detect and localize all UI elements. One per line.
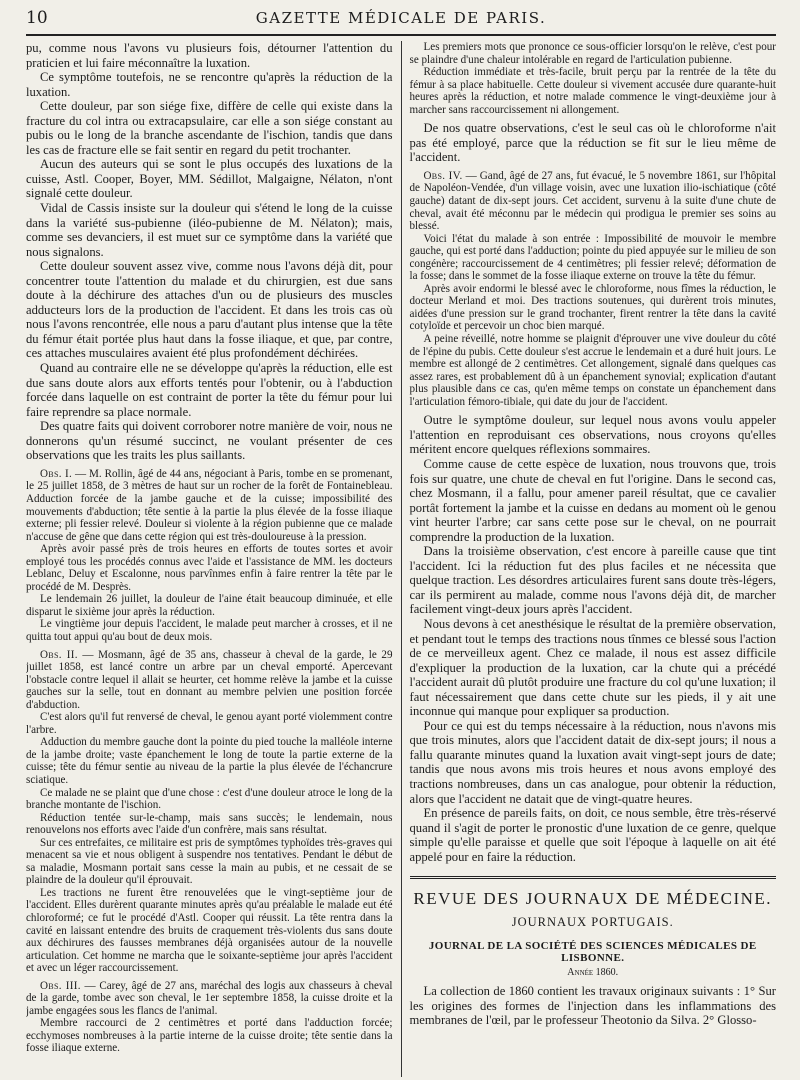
paragraph: Ce malade ne se plaint que d'une chose : c'est d'une douleur atroce le long de la branche montante de l'ischion. (26, 786, 393, 812)
page-number: 10 (26, 8, 48, 28)
observation-label: Obs. IV. (423, 169, 463, 182)
observation-1-paragraph (26, 468, 393, 543)
paragraph: Dans la troisième observation, c'est encore à pareille cause que tint l'accident. Ici la réduction fut des plus faciles et ne nécessita que quelque traction. Les désordres articulaires furent sans doute très-légers, car ils permirent au malade, comme nous l'avons déjà dit, de marcher facilement vingt-deux jours après l'accident. (409, 544, 776, 617)
paragraph: Cette douleur, par son siége fixe, diffère de celle qui existe dans la fracture du col intra ou extracapsulaire, car elle a son siége constant au pubis ou le long de la branche ascendante de l'ischion, tandis que dans les cas de fracture elle se fait sentir en regard du petit trochanter. (26, 99, 393, 157)
journal-name: JOURNAL DE LA SOCIÉTÉ DES SCIENCES MÉDICALES DE LISBONNE. (428, 940, 757, 965)
right-column (401, 41, 777, 1077)
section-title: REVUE DES JOURNAUX DE MÉDECINE. (413, 889, 773, 909)
paragraph: Après avoir endormi le blessé avec le chloroforme, nous fîmes la réduction, le docteur Merland et moi. Des tractions soutenues, qui durèrent trois minutes, aidées d'une pression sur le grand trochanter, firent rentrer la tête dans la cavité cotyloïde et percevoir un choc bien marqué. (409, 282, 776, 333)
paragraph: La collection de 1860 contient les travaux originaux suivants : 1° Sur les origines des formes de l'injection dans les inflammations des membranes de l'œil, par le professeur Theotonio da Silva. 2° Glosso- (409, 984, 776, 1028)
paragraph: Sur ces entrefaites, ce militaire est pris de symptômes typhoïdes très-graves qui menacent sa vie et nous obligent à suspendre nos tentatives. Pendant le début de sa maladie, Mosmann portait sans cesse la main au pubis, et ne cessait de se plaindre de la douleur qu'il éprouvait. (26, 836, 393, 887)
paragraph: Pour ce qui est du temps nécessaire à la réduction, nous n'avons mis que trois minutes, alors que l'accident datait de dix-sept jours; il nous a fallu quarante minutes quand la luxation avait vingt-sept jours de date; tandis que nous avons mis trois heures et nous avons employé des tractions nombreuses, dans un cas analogue, pour obtenir la réduction, alors que l'accident ne datait que de vingt-quatre heures. (409, 718, 776, 806)
paragraph: Ce symptôme toutefois, ne se rencontre qu'après la réduction de la luxation. (26, 70, 393, 99)
paragraph: Quand au contraire elle ne se développe qu'après la réduction, elle est due sans doute alors aux efforts tentés pour l'obtenir, ou à l'abduction forcée dans laquelle on est contraint de porter la tête du fémur pour lui faire reprendre sa place normale. (26, 361, 393, 419)
paragraph: Outre le symptôme douleur, sur lequel nous avons voulu appeler l'attention en reproduisant ces observations, nous croyons qu'elles méritent encore quelques réflexions sommaires. (409, 413, 776, 457)
observation-4-paragraph (410, 170, 777, 233)
paragraph: Les premiers mots que prononce ce sous-officier lorsqu'on le relève, c'est pour se plaindre d'une chaleur intolérable en regard de l'articulation pubienne. (409, 41, 776, 66)
observation-text: — Carey, âgé de 27 ans, maréchal des logis aux chasseurs à cheval de la garde, tombe avec son cheval, le 1er septembre 1858, la cuisse droite et la jambe engagées sous les flancs de l'animal. (26, 979, 393, 1017)
paragraph: Comme cause de cette espèce de luxation, nous trouvons que, trois fois sur quatre, une chute de cheval en fut l'origine. Dans le second cas, chez Mosmann, il a fallu, pour amener pareil résultat, que ce cavalier portât fortement la jambe et la cuisse en dedans au moment où le genou vint heurter l'arbre; car sans cette pose sur le cheval, on ne pourrait comprendre la production de la luxation. (409, 456, 776, 544)
section-subtitle: JOURNAUX PORTUGAIS. (511, 915, 674, 930)
section-divider (410, 876, 777, 879)
paragraph: De nos quatre observations, c'est le seul cas où le chloroforme n'ait pas été employé, parce que la réduction se fit sur le lieu même de l'accident. (409, 121, 776, 165)
paragraph: A peine réveillé, notre homme se plaignit d'éprouver une vive douleur du côté de l'épine du pubis. Cette douleur s'est accrue le lendemain et a duré huit jours. Le membre est allongé de 2 centimètres. Cet allongement, signalé dans quelques cas assez rares, est probablement dû à un épanchement synovial; explication d'autant plus plausible dans ce cas, qu'en même temps on constate un épanchement dans l'articulation fémoro-tibiale, qui date du jour de l'accident. (409, 333, 776, 408)
observation-text: — Mosmann, âgé de 35 ans, chasseur à cheval de la garde, le 29 juillet 1858, est lancé contre un arbre par un cheval emporté. Apercevant l'obstacle contre lequel il allait se heurter, cet homme relève la jambe et la cuisse gauches sur la selle, tout en donnant au membre pelvien une position forcée d'abduction. (26, 648, 393, 711)
paragraph: Voici l'état du malade à son entrée : Impossibilité de mouvoir le membre gauche, qui est porté dans l'adduction; pointe du pied appuyée sur le milieu de son congénère; raccourcissement de 4 centimètres; pli fessier relevé; déformation de la fosse; dans le sommet de la fosse iliaque externe on trouve la tête du fémur. (409, 232, 776, 283)
paragraph: Le vingtième jour depuis l'accident, le malade peut marcher à crosses, et il ne quitta tout appui qu'au bout de deux mois. (26, 618, 393, 643)
journal-title: GAZETTE MÉDICALE DE PARIS. (255, 9, 547, 27)
observation-2-paragraph (26, 649, 393, 712)
journal-year: Année 1860. (567, 967, 619, 979)
observation-3-paragraph (26, 980, 393, 1018)
observation-label: Obs. III. (40, 979, 81, 992)
paragraph: Les tractions ne furent être renouvelées que le vingt-septième jour de l'accident. Elles durèrent quarante minutes après qu'au préalable le malade eut été chloroformé; ce fut le procédé d'Astl. Cooper qui réussit. La tête rentra dans la cavité en laissant entendre des bruits de craquement très-violents dus sans doute aux déchirures des fausses membranes déjà organisées autour de la nouvelle articulation. Cet homme ne marcha que le soixante-septième jour après l'accident et avec un léger raccourcissement. (26, 886, 393, 975)
paragraph: Le lendemain 26 juillet, la douleur de l'aine était beaucoup diminuée, et elle disparut le sixième jour après la réduction. (26, 593, 393, 618)
paragraph: Réduction tentée sur-le-champ, mais sans succès; le lendemain, nous renouvelons nos efforts avec l'aide d'un confrère, mais sans résultat. (26, 811, 393, 837)
left-column (26, 41, 401, 1077)
observation-text: — M. Rollin, âgé de 44 ans, négociant à Paris, tombe en se promenant, le 25 juillet 1858, de 3 mètres de haut sur un rocher de la forêt de Fontainebleau. Adduction forcée de la jambe gauche et de la cuisse; impossibilité des mouvements d'abduction; tête sentie à la partie la plus élevée de la fosse iliaque externe; pli fessier relevé. Douleur si violente à la région pubienne que ce malade n'accuse de gêne que dans cette région qui est très-douloureuse à la pression. (26, 467, 393, 543)
paragraph: Adduction du membre gauche dont la pointe du pied touche la malléole interne de la jambe droite; vaste épanchement le long de toute la partie externe de la cuisse; tête du fémur sentie au niveau de la partie la plus élevée de l'échancrure sciatique. (26, 736, 393, 786)
observation-label: Obs. I. (40, 467, 73, 480)
paragraph: En présence de pareils faits, on doit, ce nous semble, être très-réservé quand il s'agit de porter le pronostic d'une luxation de ce genre, quelque simple qu'elle paraisse et quelle que soit l'époque à laquelle on ait été appelé pour en faire la réduction. (409, 806, 776, 864)
observation-text: — Gand, âgé de 27 ans, fut évacué, le 5 novembre 1861, sur l'hôpital de Napoléon-Vendée, d'un village voisin, avec une luxation ilio-ischiatique (côté gauche) datant de dix-sept jours. Cet accident, survenu à la suite d'une chute de cheval, avait été méconnu par le médecin qui prodigua le premier ses soins au blessé. (409, 169, 776, 233)
paragraph: Vidal de Cassis insiste sur la douleur qui s'étend le long de la cuisse dans la variété sus-pubienne (iléo-pubienne de M. Nélaton); mais, comme ses devanciers, il est muet sur ce symptôme dans la variété que nous signalons. (26, 201, 393, 259)
paragraph: Après avoir passé près de trois heures en efforts de toutes sortes et avoir employé tous les procédés connus avec l'aide et l'assistance de MM. les docteurs Leblanc, Deluy et Escalonne, nous parvînmes enfin à faire rentrer la tête par le procédé de M. Desprès. (26, 543, 393, 593)
paragraph: Membre raccourci de 2 centimètres et porté dans l'adduction forcée; ecchymoses nombreuses à la partie interne de la cuisse droite; tête sentie dans la fosse iliaque externe. (26, 1017, 393, 1055)
article-columns (26, 41, 776, 1077)
paragraph: C'est alors qu'il fut renversé de cheval, le genou ayant porté violemment contre l'arbre. (26, 711, 393, 736)
paragraph: Réduction immédiate et très-facile, bruit perçu par la rentrée de la tête du fémur à sa place habituelle. Cette douleur si vivement accusée dure quarante-huit heures après la réduction, et notre malade commence le vingt-deuxième jour à marcher sans raccourcissement ni allongement. (409, 66, 776, 116)
observation-label: Obs. II. (40, 648, 78, 661)
paragraph: Aucun des auteurs qui se sont le plus occupés des luxations de la cuisse, Astl. Cooper, Boyer, MM. Sédillot, Malgaigne, Nélaton, n'ont signalé cette douleur. (26, 157, 393, 201)
paragraph: Cette douleur souvent assez vive, comme nous l'avons déjà dit, pour concentrer toute l'attention du malade et du chirurgien, est due sans doute à la déchirure des attaches d'un ou de plusieurs des muscles adducteurs lors de la production de l'accident. Et dans les trois cas où nous l'avons rencontrée, elle nous a paru d'autant plus intense que la tête du fémur était portée plus haut dans la fosse iliaque, et que, par contre, ces attaches musculaires avaient été plus profondément déchirées. (26, 259, 393, 361)
paragraph: pu, comme nous l'avons vu plusieurs fois, détourner l'attention du praticien et lui faire méconnaître la luxation. (26, 41, 393, 70)
page-header (26, 8, 776, 36)
paragraph: Des quatre faits qui doivent corroborer notre manière de voir, nous ne donnerons qu'un résumé succinct, ne voulant présenter de ces observations que les traits les plus saillants. (26, 419, 393, 463)
paragraph: Nous devons à cet anesthésique le résultat de la première observation, et pendant tout le temps des tractions nous tînmes ce blessé sous l'action de ce merveilleux agent. Chez ce malade, il nous est assez difficile d'expliquer la production de la luxation, car la chute qui a précédé l'accident aurait dû plutôt produire une fracture du col qu'une luxation; il faut nécessairement que dans cette chute sur les pieds, il y ait une inconnue qui manque pour expliquer sa production. (409, 616, 776, 719)
